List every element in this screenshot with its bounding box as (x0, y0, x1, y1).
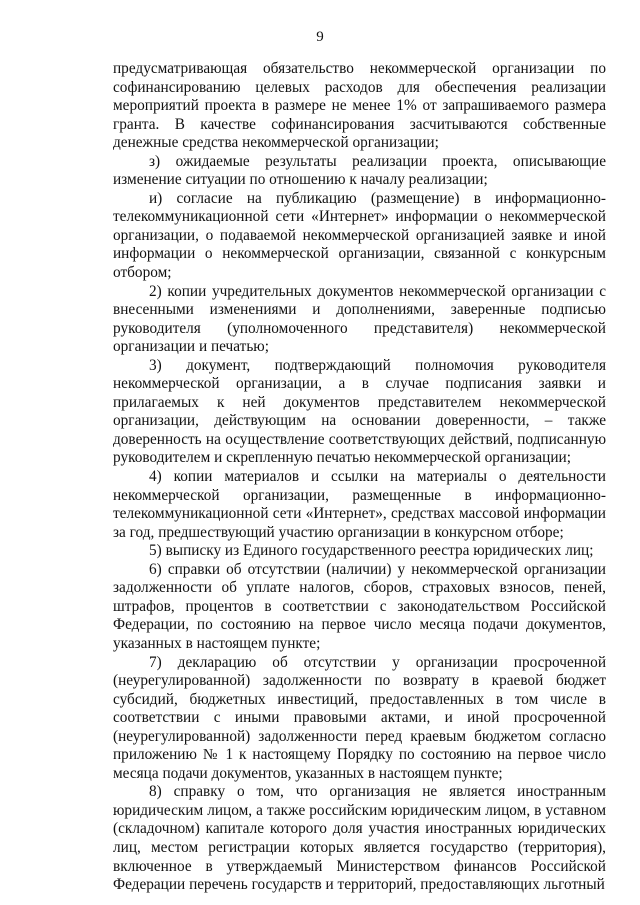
paragraph-item-5: 5) выписку из Единого государственного реестра юридических лиц; (149, 542, 594, 560)
paragraph-item-z: з) ожидаемые результаты реализации проекта, описывающие изменение ситуации по отношению к началу реализации; (113, 152, 606, 189)
paragraph-item-3: 3) документ, подтверждающий полномочия руководителя некоммерческой организации, а в случае подписания заявки и прилагаемых к ней документов представителем некоммерческой организации, действующим на основании доверенности, – также доверенность на осуществление соответствующих действий, подписанную руководителем и скрепленную печатью некоммерческой организации; (113, 356, 606, 467)
paragraph-item-7: 7) декларацию об отсутствии у организации просроченной (неурегулированной) задолженности по возврату в краевой бюджет субсидий, бюджетных инвестиций, предоставленных в том числе в соответствии с иными правовыми актами, и иной просроченной (неурегулированной) задолженности перед краевым бюджетом согласно приложению № 1 к настоящему Порядку по состоянию на первое число месяца подачи документов, указанных в настоящем пункте; (113, 653, 606, 782)
paragraph-item-6: 6) справки об отсутствии (наличии) у некоммерческой организации задолженности об уплате налогов, сборов, страховых взносов, пеней, штрафов, процентов в соответствии с законодательством Российской Федерации, по состоянию на первое число месяца подачи документов, указанных в настоящем пункте; (113, 560, 606, 652)
paragraph-item-4: 4) копии материалов и ссылки на материалы о деятельности некоммерческой организации, размещенные в информационно-телекоммуникационной сети «Интернет», средствах массовой информации за год, предшествующий участию организации в конкурсном отборе; (113, 468, 606, 541)
paragraph-item-8: 8) справку о том, что организация не является иностранным юридическим лицом, а также российским юридическим лицом, в уставном (складочном) капитале которого доля участия иностранных юридических лиц, местом регистрации которых является государство (территория), включенное в утверждаемый Министерством финансов Российской Федерации перечень государств и территорий, предоставляющих льготный (113, 783, 606, 894)
page-number: 9 (316, 29, 324, 45)
paragraph-cofinancing-continued: предусматривающая обязательство некоммерческой организации по софинансированию целевых расходов для обеспечения реализации мероприятий проекта в размере не менее 1% от запрашиваемого размера гранта. В качестве софинансирования засчитываются собственные денежные средства некоммерческой организации; (113, 60, 606, 152)
paragraph-item-i: и) согласие на публикацию (размещение) в информационно-телекоммуникационной сети «Интернет» информации о некоммерческой организации, о подаваемой некоммерческой организацией заявке и иной информации о некоммерческой организации, связанной с конкурсным отбором; (113, 189, 606, 282)
paragraph-item-2: 2) копии учредительных документов некоммерческой организации с внесенными изменениями и дополнениями, заверенные подписью руководителя (уполномоченного представителя) некоммерческой организации и печатью; (113, 282, 606, 356)
document-body (113, 60, 606, 895)
